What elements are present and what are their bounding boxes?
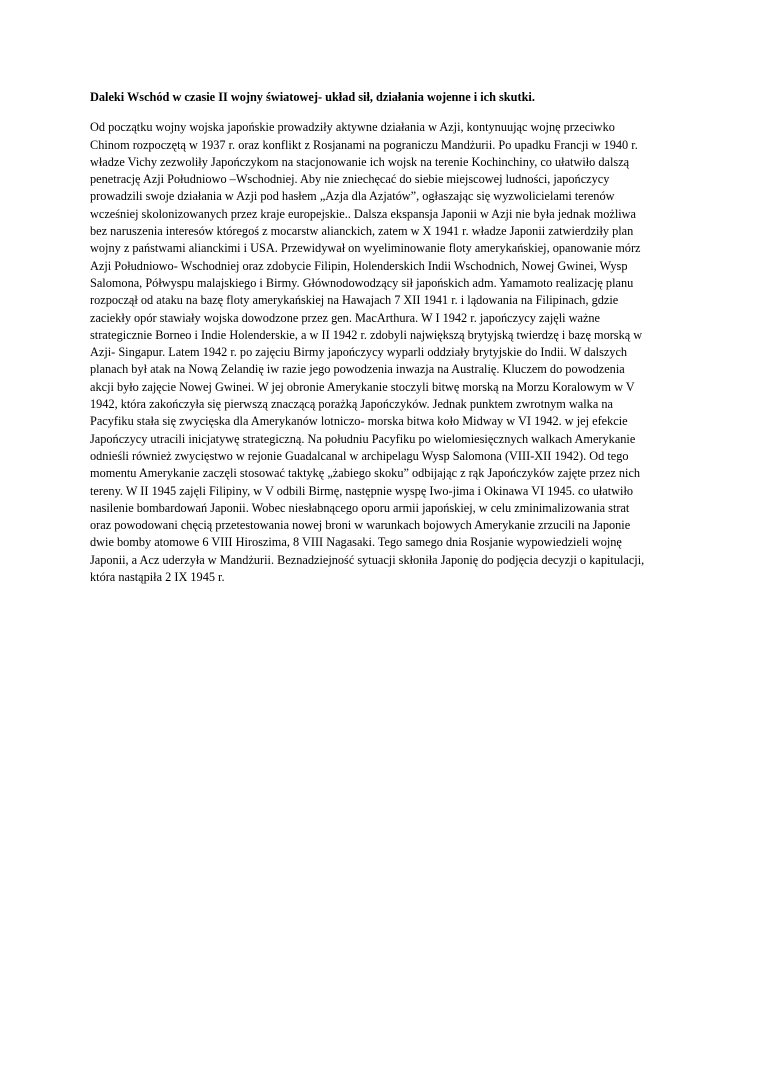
paragraph-line: wcześniej skolonizowanych przez kraje europejskie.. Dalsza ekspansja Japonii w Azji nie była jednak możliwa — [90, 206, 636, 221]
paragraph-line: prowadzili swoje działania w Azji pod hasłem „Azja dla Azjatów”, ogłaszając się wyzwolicielami terenów — [90, 189, 615, 204]
paragraph-line: władze Vichy zezwoliły Japończykom na stacjonowanie ich wojsk na terenie Kochinchiny, co ułatwiło dalszą — [90, 154, 630, 169]
paragraph-line: nasilenie bombardowań Japonii. Wobec niesłabnącego oporu armii japońskiej, w celu zminimalizowania strat — [90, 500, 630, 515]
paragraph-line: momentu Amerykanie zaczęli stosować taktykę „żabiego skoku” odbijając z rąk Japończyków zajęte przez nich — [90, 466, 641, 481]
paragraph-line: Japończycy utracili inicjatywę strategiczną. Na południu Pacyfiku po wielomiesięcznych walkach Amerykanie — [90, 431, 636, 446]
paragraph-line: akcji było zajęcie Nowej Gwinei. W jej obronie Amerykanie stoczyli bitwę morską na Morzu Koralowym w V — [90, 379, 635, 394]
document-title: Daleki Wschód w czasie II wojny światowej- układ sił, działania wojenne i ich skutki. — [90, 90, 535, 104]
paragraph-line: Japonii, a Acz uderzyła w Mandżurii. Beznadziejność sytuacji skłoniła Japonię do podjęcia decyzji o kapitulacji, — [90, 552, 645, 567]
paragraph-line: penetrację Azji Południowo –Wschodniej. Aby nie zniechęcać do siebie miejscowej ludności, japończycy — [90, 172, 610, 187]
paragraph-line: wojny z państwami alianckimi i USA. Przewidywał on wyeliminowanie floty amerykańskiej, opanowanie mórz — [90, 241, 641, 256]
paragraph-line: Chinom rozpoczętą w 1937 r. oraz konflikt z Rosjanami na pograniczu Mandżurii. Po upadku Francji w 1940 r. — [90, 137, 638, 152]
paragraph-line: planach był atak na Nową Zelandię iw razie jego powodzenia inwazja na Australię. Kluczem do powodzenia — [90, 362, 625, 377]
paragraph-line: 1942, która zakończyła się pierwszą znaczącą porażką Japończyków. Jednak punktem zwrotnym walka na — [90, 397, 613, 412]
paragraph-line: Pacyfiku stała się zwycięska dla Amerykanów lotniczo- morska bitwa koło Midway w VI 1942. w jej efekcie — [90, 414, 628, 429]
paragraph-line: oraz powodowani chęcią przetestowania nowej broni w warunkach bojowych Amerykanie zrzucili na Japonie — [90, 518, 631, 533]
paragraph-line: strategicznie Borneo i Indie Holenderskie, a w II 1942 r. zdobyli największą brytyjską twierdzę i bazę morską w — [90, 327, 643, 342]
paragraph-line: Azji- Singapur. Latem 1942 r. po zajęciu Birmy japończycy wyparli oddziały brytyjskie do Indii. W dalszych — [90, 345, 628, 360]
document-paragraph — [90, 119, 678, 586]
paragraph-line: która nastąpiła 2 IX 1945 r. — [90, 570, 225, 585]
paragraph-line: Azji Południowo- Wschodniej oraz zdobycie Filipin, Holenderskich Indii Wschodnich, Nowej Gwinei, Wysp — [90, 258, 628, 273]
paragraph-line: Salomona, Półwyspu malajskiego i Birmy. Głównodowodzący sił japońskich adm. Yamamoto realizację planu — [90, 275, 634, 290]
paragraph-line: bez naruszenia interesów któregoś z mocarstw alianckich, zatem w X 1941 r. władze Japonii zatwierdziły plan — [90, 224, 634, 239]
paragraph-line: odnieśli również zwycięstwo w rejonie Guadalcanal w archipelagu Wysp Salomona (VIII-XII 1942). Od tego — [90, 448, 629, 463]
paragraph-line: rozpoczął od ataku na bazę floty amerykańskiej na Hawajach 7 XII 1941 r. i lądowania na Filipinach, gdzie — [90, 293, 619, 308]
paragraph-line: zaciekły opór stawiały wojska dowodzone przez gen. MacArthura. W I 1942 r. japończycy zajęli ważne — [90, 310, 601, 325]
paragraph-line: dwie bomby atomowe 6 VIII Hiroszima, 8 VIII Nagasaki. Tego samego dnia Rosjanie wypowiedzieli wojnę — [90, 535, 622, 550]
paragraph-line: Od początku wojny wojska japońskie prowadziły aktywne działania w Azji, kontynuując wojnę przeciwko — [90, 120, 615, 135]
paragraph-line: tereny. W II 1945 zajęli Filipiny, w V odbili Birmę, następnie wyspę Iwo-jima i Okinawa VI 1945. co ułatwiło — [90, 483, 634, 498]
document-content — [90, 89, 678, 586]
